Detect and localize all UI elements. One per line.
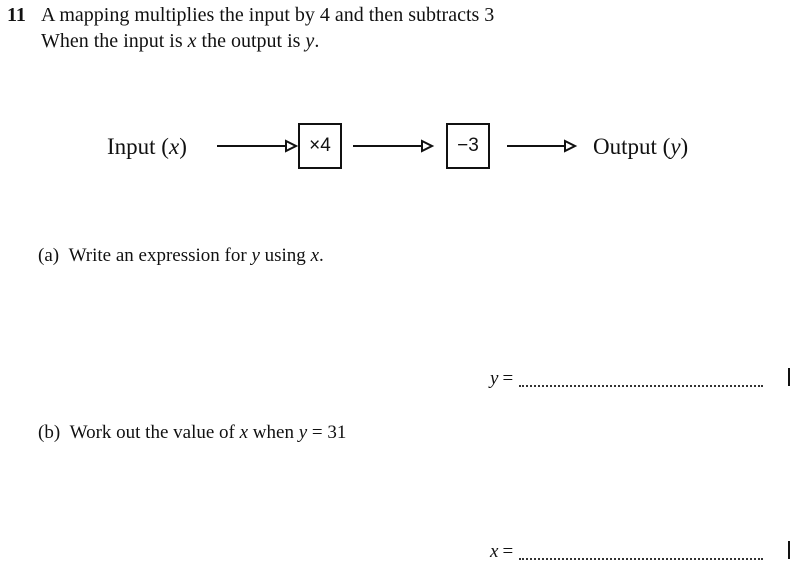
answer-b-dotted-line[interactable]	[519, 558, 763, 560]
part-b-prompt	[38, 422, 346, 444]
answer-a-equals: =	[502, 368, 514, 389]
arrowhead-1	[286, 141, 296, 151]
part-a-prompt	[38, 245, 324, 267]
output-label-text: Output (	[593, 134, 671, 159]
part-a-label: (a)	[38, 245, 60, 266]
answer-b-equals: =	[502, 541, 514, 562]
output-label-close: )	[680, 134, 689, 159]
stem-var-x: x	[187, 30, 197, 52]
input-var: x	[168, 134, 180, 159]
part-b-text-2: when	[248, 422, 299, 443]
part-b-answer-line[interactable]	[490, 541, 763, 563]
part-b-var-y: y	[298, 422, 308, 443]
part-b-var-x: x	[239, 422, 249, 443]
part-a-answer-line[interactable]	[490, 368, 763, 390]
stem-text-2: the output is	[196, 30, 306, 52]
part-b-text-1: Work out the value of	[69, 422, 240, 443]
answer-a-dotted-line[interactable]	[519, 385, 763, 387]
output-var: y	[670, 134, 681, 159]
multiply-box: ×4	[298, 123, 342, 169]
stem-text-3: .	[314, 30, 320, 52]
question-stem-line1: A mapping multiplies the input by 4 and then subtracts 3	[41, 4, 495, 26]
input-label-text: Input (	[107, 134, 169, 159]
part-b-label: (b)	[38, 422, 61, 443]
part-a-var-y: y	[251, 245, 260, 266]
answer-b-var: x	[490, 541, 499, 562]
stem-text-1: When the input is	[41, 30, 188, 52]
arrowhead-2	[422, 141, 432, 151]
part-a-text-1: Write an expression for	[68, 245, 252, 266]
input-label-close: )	[179, 134, 187, 159]
part-b-text-3: = 31	[307, 422, 347, 443]
margin-mark-b	[788, 541, 790, 559]
part-a-text-3: .	[319, 245, 324, 266]
subtract-box: −3	[446, 123, 490, 169]
part-a-text-2: using	[259, 245, 311, 266]
question-number: 11	[7, 4, 26, 26]
arrowhead-3	[565, 141, 575, 151]
part-a-var-x: x	[310, 245, 319, 266]
answer-a-var: y	[490, 368, 499, 389]
margin-mark-a	[788, 368, 790, 386]
input-label	[107, 134, 187, 160]
output-label	[593, 134, 688, 160]
stem-var-y: y	[305, 30, 315, 52]
